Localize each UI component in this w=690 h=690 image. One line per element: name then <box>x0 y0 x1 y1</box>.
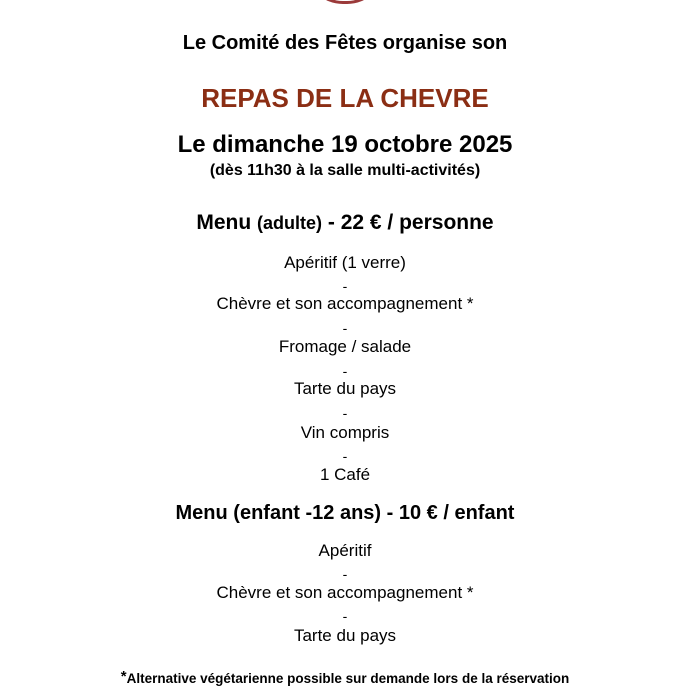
menu-child-item: Tarte du pays <box>293 626 397 645</box>
footnote-text: Alternative végétarienne possible sur demande lors de la réservation <box>126 671 570 686</box>
menu-adult-item: Apéritif (1 verre) <box>284 253 406 272</box>
menu-adult-item: Fromage / salade <box>278 337 412 356</box>
logo-arc <box>305 0 385 4</box>
menu-adult-item: Vin compris <box>300 423 390 442</box>
footnote-star: * <box>120 668 127 685</box>
event-venue: (dès 11h30 à la salle multi-activités) <box>209 162 481 179</box>
menu-adult-separator: - <box>342 320 348 336</box>
menu-adult-title <box>0 211 690 235</box>
menu-adult-title-price: - 22 € / personne <box>327 211 494 234</box>
event-title: REPAS DE LA CHEVRE <box>201 83 489 113</box>
menu-child-separator: - <box>342 566 348 582</box>
menu-adult-item: Chèvre et son accompagnement * <box>216 294 474 313</box>
menu-adult-item: 1 Café <box>319 465 371 484</box>
menu-child-item: Apéritif <box>318 541 372 560</box>
menu-child-separator: - <box>342 608 348 624</box>
intro-text: Le Comité des Fêtes organise son <box>182 32 508 54</box>
menu-adult-separator: - <box>342 405 348 421</box>
menu-child-title: Menu (enfant -12 ans) - 10 € / enfant <box>175 502 515 524</box>
menu-adult-separator: - <box>342 448 348 464</box>
menu-adult-item: Tarte du pays <box>293 379 397 398</box>
event-date: Le dimanche 19 octobre 2025 <box>177 131 513 158</box>
footnote <box>0 670 690 687</box>
menu-adult-separator: - <box>342 278 348 294</box>
menu-adult-title-prefix: Menu <box>196 211 252 234</box>
menu-child-item: Chèvre et son accompagnement * <box>216 583 474 602</box>
menu-adult-separator: - <box>342 363 348 379</box>
menu-adult-title-note: (adulte) <box>257 213 323 233</box>
